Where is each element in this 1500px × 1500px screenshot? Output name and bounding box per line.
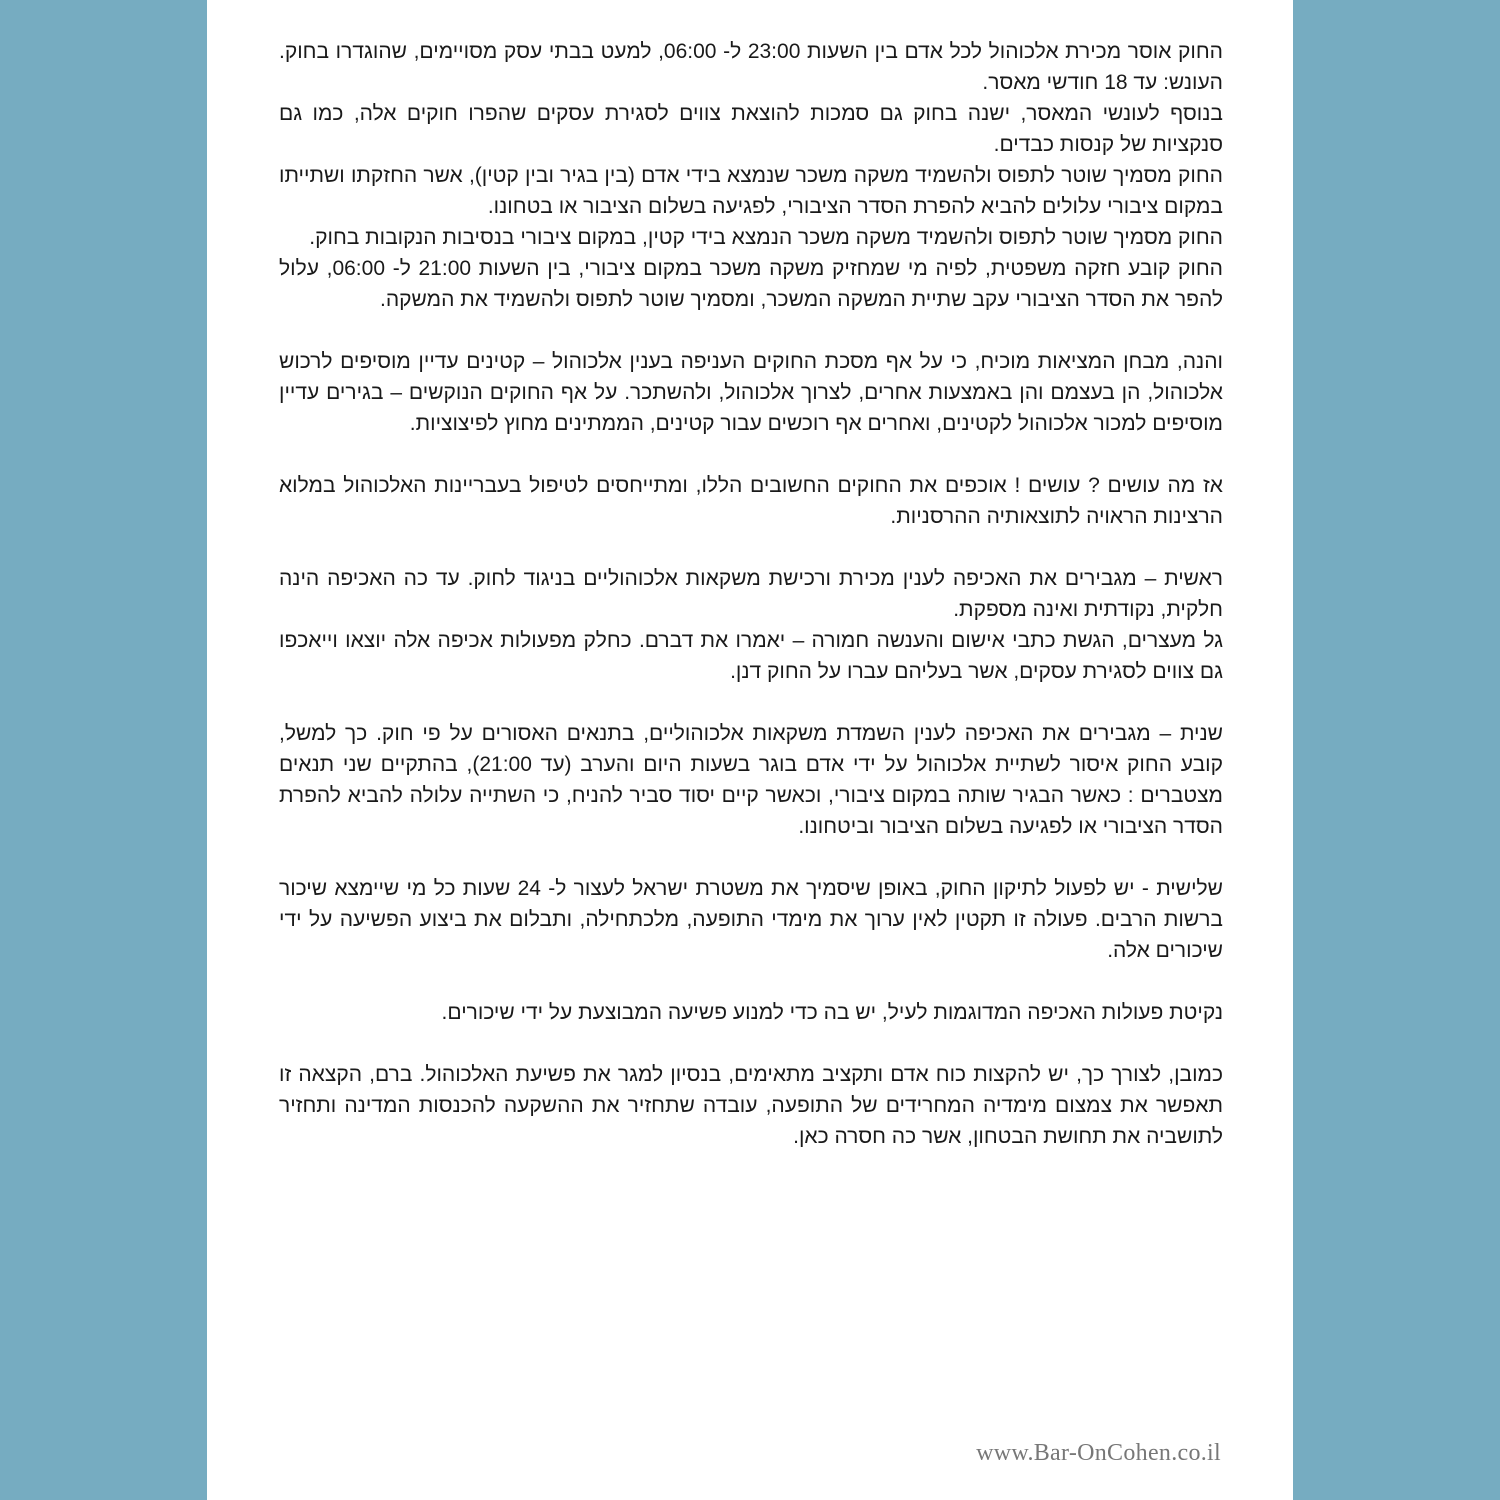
paragraph-first: ראשית – מגבירים את האכיפה לענין מכירת ורכישת משקאות אלכוהוליים בניגוד לחוק. עד כה האכיפה הינה חלקית, נקודתית ואינה מספקת. גל מעצרים, הגשת כתבי אישום והענשה חמורה – יאמרו את דברם. כחלק מפעולות אכיפה אלה יוצאו וייאכפו גם צווים לסגירת עסקים, אשר בעליהם עברו על החוק דנן. bbox=[279, 567, 1223, 683]
paragraph-third: שלישית - יש לפעול לתיקון החוק, באופן שיסמיך את משטרת ישראל לעצור ל- 24 שעות כל מי שיימצא שיכור ברשות הרבים. פעולה זו תקטין לאין ערוך את מימדי התופעה, מלכתחילה, ותבלום את ביצוע הפשיעה על ידי שיכורים אלה. bbox=[279, 877, 1223, 962]
paragraph-conclusion: כמובן, לצורך כך, יש להקצות כוח אדם ותקציב מתאימים, בנסיון למגר את פשיעת האלכוהול. ברם, הקצאה זו תאפשר את צמצום מימדיה המחרידים של התופעה, עובדה שתחזיר את ההשקעה להכנסות המדינה ותחזיר לתושביה את תחושת הבטחון, אשר כה חסרה כאן. bbox=[279, 1063, 1223, 1148]
footer-url: www.Bar-OnCohen.co.il bbox=[976, 1440, 1221, 1466]
paragraph-reality: והנה, מבחן המציאות מוכיח, כי על אף מסכת החוקים העניפה בענין אלכוהול – קטינים עדיין מוסיפים לרכוש אלכוהול, הן בעצמם והן באמצעות אחרים, לצרוך אלכוהול, ולהשתכר. על אף החוקים הנוקשים – בגירים עדיין מוסיפים למכור אלכוהול לקטינים, ואחרים אף רוכשים עבור קטינים, הממתינים מחוץ לפיצוציות. bbox=[279, 350, 1223, 435]
document-body bbox=[279, 36, 1223, 1152]
paragraph-what-to-do: אז מה עושים ? עושים ! אוכפים את החוקים החשובים הללו, ומתייחסים לטיפול בעבריינות האלכוהול במלוא הרצינות הראויה לתוצאותיה ההרסניות. bbox=[279, 474, 1223, 528]
paragraph-laws: החוק אוסר מכירת אלכוהול לכל אדם בין השעות 23:00 ל- 06:00, למעט בבתי עסק מסויימים, שהוגדרו בחוק. העונש: עד 18 חודשי מאסר. בנוסף לעונשי המאסר, ישנה בחוק גם סמכות להוצאת צווים לסגירת עסקים שהפרו חוקים אלה, כמו גם סנקציות של קנסות כבדים. החוק מסמיך שוטר לתפוס ולהשמיד משקה משכר שנמצא בידי אדם (בין בגיר ובין קטין), אשר החזקתו ושתייתו במקום ציבורי עלולים להביא להפרת הסדר הציבורי, לפגיעה בשלום הציבור או בטחונו. החוק מסמיך שוטר לתפוס ולהשמיד משקה משכר הנמצא בידי קטין, במקום ציבורי בנסיבות הנקובות בחוק. החוק קובע חזקה משפטית, לפיה מי שמחזיק משקה משכר במקום ציבורי, בין השעות 21:00 ל- 06:00, עלול להפר את הסדר הציבורי עקב שתיית המשקה המשכר, ומסמיך שוטר לתפוס ולהשמיד את המשקה. bbox=[279, 40, 1223, 311]
paragraph-second: שנית – מגבירים את האכיפה לענין השמדת משקאות אלכוהוליים, בתנאים האסורים על פי חוק. כך למשל, קובע החוק איסור לשתיית אלכוהול על ידי אדם בוגר בשעות היום והערב (עד 21:00), בהתקיים שני תנאים מצטברים : כאשר הבגיר שותה במקום ציבורי, וכאשר קיים יסוד סביר להניח, כי השתייה עלולה להביא להפרת הסדר הציבורי או לפגיעה בשלום הציבור וביטחונו. bbox=[279, 722, 1224, 838]
paragraph-enforcement: נקיטת פעולות האכיפה המדוגמות לעיל, יש בה כדי למנוע פשיעה המבוצעת על ידי שיכורים. bbox=[441, 1001, 1223, 1024]
document-page bbox=[207, 0, 1293, 1500]
